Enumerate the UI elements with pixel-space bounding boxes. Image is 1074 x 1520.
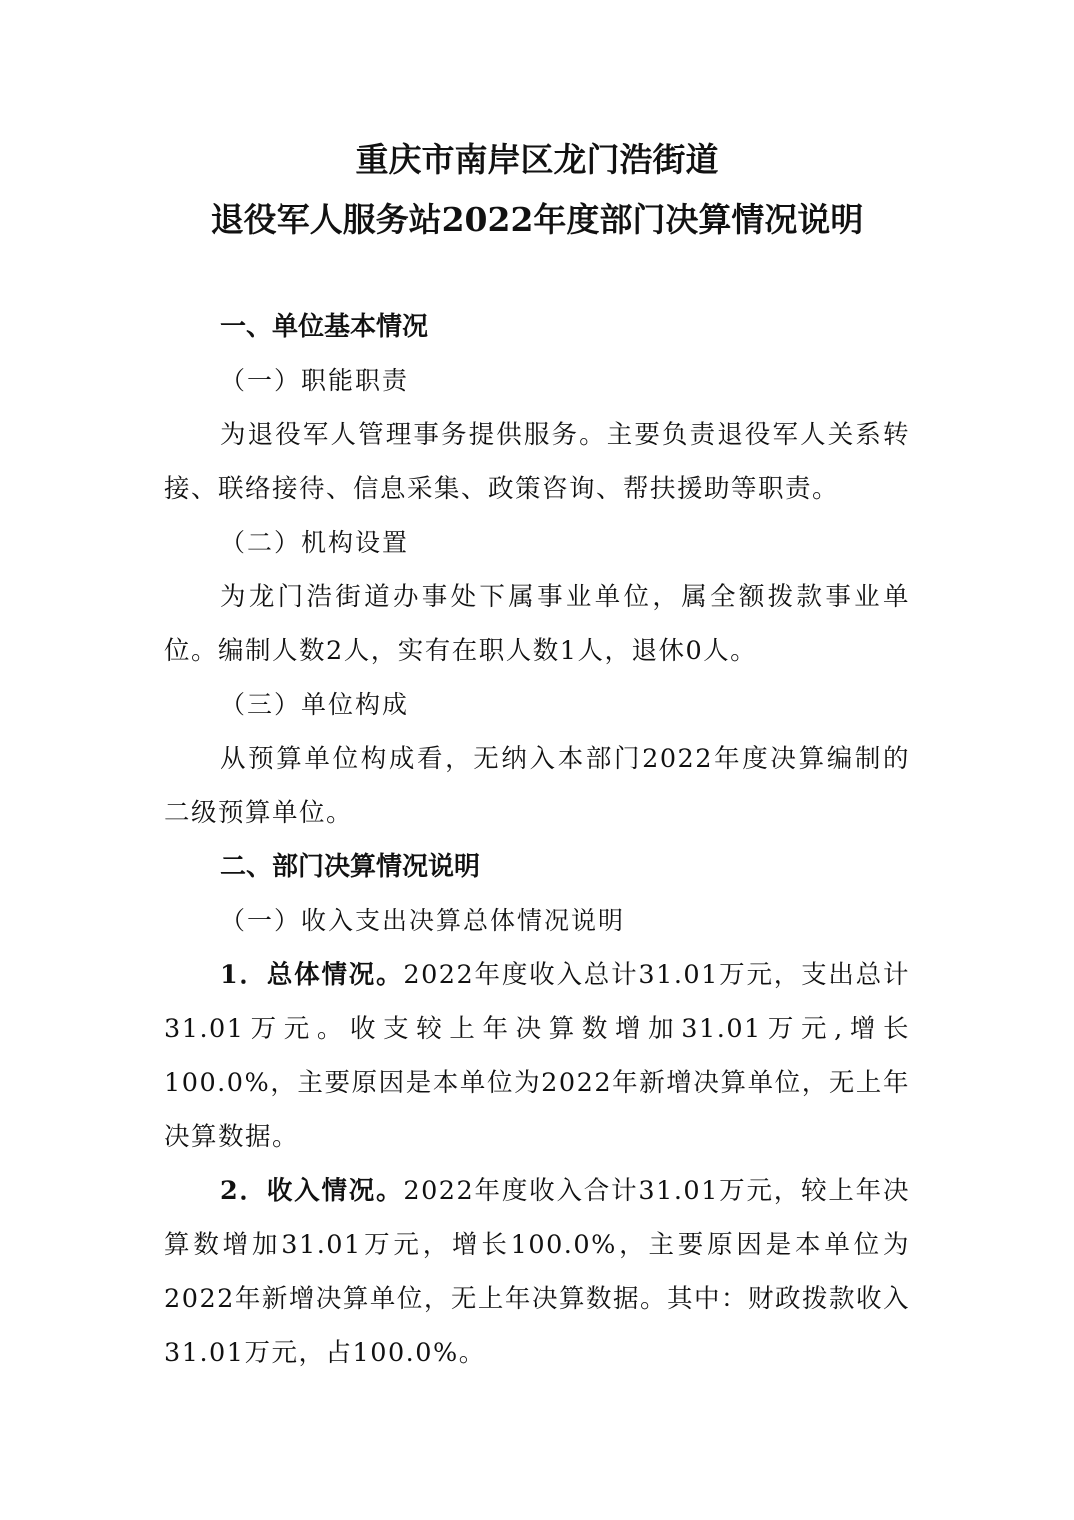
section-2-heading: 二、部门决算情况说明 (220, 852, 481, 882)
section-1-sub-2-heading: （二）机构设置 (220, 528, 410, 557)
title-line-1: 重庆市南岸区龙门浩街道 (355, 140, 719, 179)
item-1-text: 2022年度收入总计31.01万元，支出总计31.01万元。收支较上年决算数增加31.01万元,增长100.0%，主要原因是本单位为2022年新增决算单位，无上年决算数据。 (164, 960, 910, 1152)
section-1-sub-3-heading: （三）单位构成 (220, 690, 410, 719)
section-2-sub-1-heading: （一）收入支出决算总体情况说明 (220, 906, 626, 935)
item-1-lead: 1．总体情况。 (220, 960, 404, 990)
item-2-lead: 2．收入情况。 (220, 1176, 404, 1206)
item-2-text: 2022年度收入合计31.01万元，较上年决算数增加31.01万元，增长100.0%，主要原因是本单位为2022年新增决算单位，无上年决算数据。其中：财政拨款收入31.01万元，占100.0%。 (164, 1176, 910, 1368)
section-1-sub-1-heading: （一）职能职责 (220, 366, 410, 395)
section-1-sub-1-text: 为退役军人管理事务提供服务。主要负责退役军人关系转接、联络接待、信息采集、政策咨询、帮扶援助等职责。 (164, 420, 910, 504)
section-1-sub-3-text: 从预算单位构成看，无纳入本部门2022年度决算编制的二级预算单位。 (164, 744, 910, 828)
document-title (120, 130, 954, 250)
section-1-sub-2-text: 为龙门浩街道办事处下属事业单位，属全额拨款事业单位。编制人数2人，实有在职人数1人，退休0人。 (164, 582, 910, 666)
section-2-item-1 (164, 948, 910, 1164)
title-line-2: 退役军人服务站2022年度部门决算情况说明 (210, 200, 864, 239)
section-2-item-2 (164, 1164, 910, 1380)
section-1-heading: 一、单位基本情况 (220, 312, 429, 342)
document-body (164, 300, 910, 1380)
